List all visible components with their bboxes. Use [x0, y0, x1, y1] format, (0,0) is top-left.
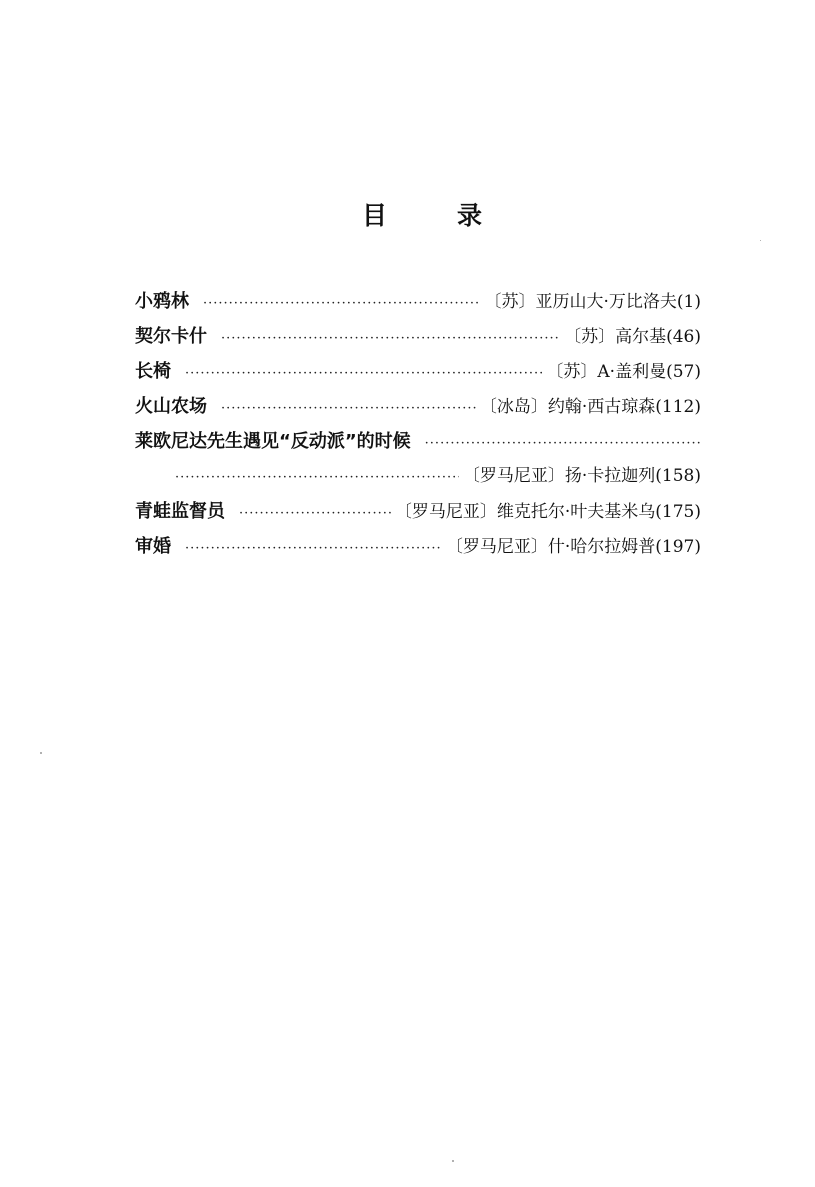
leader-dots [425, 426, 701, 459]
toc-entry-title: 契尔卡什 [135, 326, 207, 347]
toc-entry-5-continuation[interactable] [135, 459, 701, 494]
toc-entry-page: (46) [666, 327, 701, 347]
toc-entry-7[interactable] [135, 529, 701, 564]
toc-entry-5[interactable] [135, 424, 701, 459]
leader-dots [221, 391, 476, 424]
toc-entry-title: 火山农场 [135, 396, 207, 417]
toc-entry-page: (1) [676, 292, 701, 312]
table-of-contents [135, 284, 701, 564]
toc-entry-author: 〔罗马尼亚〕什·哈尔拉姆普 [445, 537, 656, 557]
toc-entry-page: (112) [655, 397, 701, 417]
page-title-char-2: 录 [456, 201, 482, 230]
toc-entry-title: 长椅 [135, 361, 171, 382]
leader-dots [185, 531, 442, 564]
page-title [362, 196, 482, 236]
toc-entry-author: 〔罗马尼亚〕维克托尔·叶夫基米乌 [394, 502, 656, 522]
toc-entry-page: (57) [666, 362, 701, 382]
toc-entry-author: 〔苏〕A·盖利曼 [546, 362, 667, 382]
leader-dots [185, 356, 542, 389]
toc-entry-title: 莱欧尼达先生遇见“反动派”的时候 [135, 431, 411, 452]
toc-entry-3[interactable] [135, 354, 701, 389]
toc-entry-4[interactable] [135, 389, 701, 424]
toc-entry-author: 〔冰岛〕约翰·西古琼森 [479, 397, 656, 417]
leader-dots [221, 321, 560, 354]
scan-speck [40, 752, 42, 754]
toc-entry-title: 审婚 [135, 536, 171, 557]
toc-entry-title: 青蛙监督员 [135, 501, 225, 522]
toc-entry-page: (175) [655, 502, 701, 522]
page-title-char-1: 目 [362, 201, 388, 230]
leader-dots [175, 460, 459, 494]
leader-dots [203, 286, 481, 319]
scan-speck [452, 1160, 454, 1162]
toc-entry-author: 〔苏〕高尔基 [564, 327, 667, 347]
toc-entry-title: 小鸦林 [135, 291, 189, 312]
toc-entry-author: 〔罗马尼亚〕扬·卡拉迦列 [462, 466, 656, 486]
toc-entry-page: (158) [655, 466, 701, 486]
scan-speck [760, 240, 761, 241]
toc-entry-author: 〔苏〕亚历山大·万比洛夫 [484, 292, 677, 312]
toc-entry-1[interactable] [135, 284, 701, 319]
leader-dots [239, 496, 391, 529]
toc-entry-2[interactable] [135, 319, 701, 354]
toc-entry-page: (197) [655, 537, 701, 557]
toc-entry-6[interactable] [135, 494, 701, 529]
